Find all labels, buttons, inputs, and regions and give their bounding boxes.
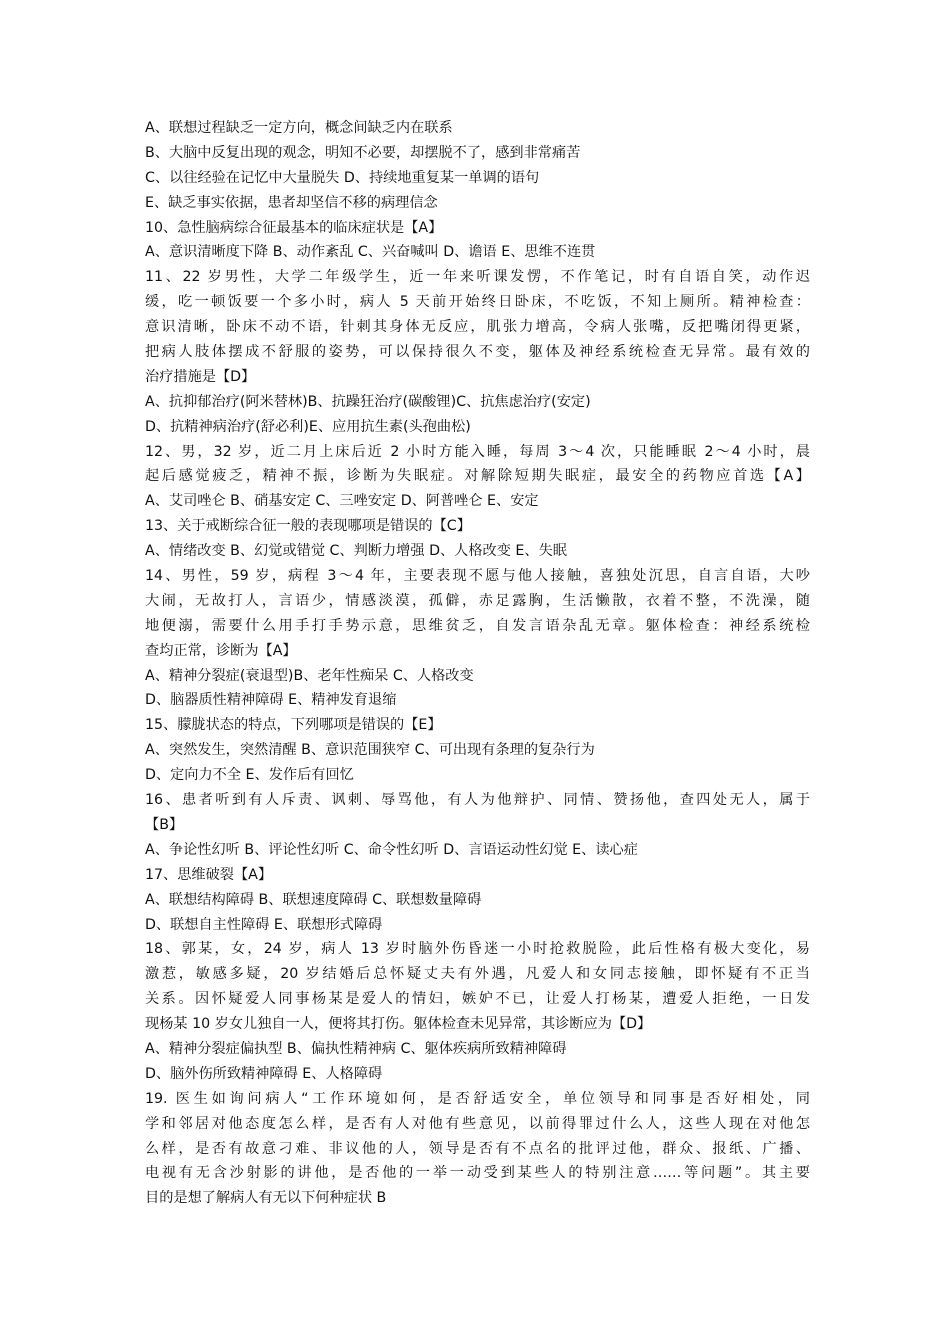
text-line: A、意识清晰度下降 B、动作紊乱 C、兴奋喊叫 D、谵语 E、思维不连贯	[145, 244, 596, 261]
text-line: 起后感觉疲乏，精神不振，诊断为失眠症。对解除短期失眠症，最安全的药物应首选【A】	[145, 468, 810, 485]
text-line: A、联想过程缺乏一定方向，概念间缺乏内在联系	[145, 120, 453, 136]
question-title: 17、思维破裂【A】	[145, 866, 273, 883]
text-line: 激惹，敏感多疑，20 岁结婚后总怀疑丈夫有外遇，凡爱人和女同志接触，即怀疑有不正当	[145, 966, 810, 983]
text-line: 大闹，无故打人，言语少，情感淡漠，孤僻，赤足露胸，生活懒散，衣着不整，不洗澡，随	[145, 592, 810, 609]
text-line: A、抗抑郁治疗(阿米替林)B、抗躁狂治疗(碳酸锂)C、抗焦虑治疗(安定)	[145, 393, 591, 410]
text-line: A、精神分裂症(衰退型)B、老年性痴呆 C、人格改变	[145, 667, 474, 684]
text-line: D、定向力不全 E、发作后有回忆	[145, 767, 354, 784]
question-title: 13、关于戒断综合征一般的表现哪项是错误的【C】	[145, 518, 471, 535]
question-title: 19. 医生如询问病人“工作环境如何，是否舒适安全，单位领导和同事是否好相处，同	[145, 1090, 810, 1107]
document-text	[145, 116, 810, 1211]
text-line: 学和邻居对他态度怎么样，是否有人对他有些意见，以前得罪过什么人，这些人现在对他怎	[145, 1115, 810, 1132]
question-title: 18、郭某，女，24 岁，病人 13 岁时脑外伤昏迷一小时抢救脱险，此后性格有极大变化，易	[145, 941, 810, 958]
text-line: 意识清晰，卧床不动不语，针刺其身体无反应，肌张力增高，令病人张嘴，反把嘴闭得更紧，	[145, 319, 810, 336]
question-title: 15、朦胧状态的特点，下列哪项是错误的【E】	[145, 717, 442, 734]
text-line: 把病人肢体摆成不舒服的姿势，可以保持很久不变，躯体及神经系统检查无异常。最有效的	[145, 344, 810, 361]
text-line: A、突然发生，突然清醒 B、意识范围狭窄 C、可出现有条理的复杂行为	[145, 742, 595, 759]
text-line: 目的是想了解病人有无以下何种症状 B	[145, 1190, 387, 1207]
text-line: 缓，吃一顿饭要一个多小时，病人 5 天前开始终日卧床，不吃饭，不知上厕所。精神检查：	[145, 294, 810, 311]
text-line: D、脑器质性精神障碍 E、精神发育退缩	[145, 692, 397, 709]
text-line: 查均正常，诊断为【A】	[145, 642, 297, 659]
text-line: 【B】	[145, 816, 184, 833]
question-title: 10、急性脑病综合征最基本的临床症状是【A】	[145, 219, 443, 236]
question-title: 11、22 岁男性，大学二年级学生，近一年来听课发愣，不作笔记，时有自语自笑，动作迟	[145, 269, 810, 286]
text-line: B、大脑中反复出现的观念，明知不必要，却摆脱不了，感到非常痛苦	[145, 144, 581, 161]
text-line: D、抗精神病治疗(舒必利)E、应用抗生素(头孢曲松)	[145, 418, 471, 435]
text-line: 电视有无含沙射影的讲他，是否他的一举一动受到某些人的特别注意……等问题”。其主要	[145, 1165, 810, 1182]
text-line: 关系。因怀疑爱人同事杨某是爱人的情妇，嫉妒不已，让爱人打杨某，遭爱人拒绝，一日发	[145, 991, 810, 1008]
question-title: 12、男，32 岁，近二月上床后近 2 小时方能入睡，每周 3～4 次，只能睡眠 2～4 小时，晨	[145, 443, 810, 460]
text-line: A、艾司唑仑 B、硝基安定 C、三唑安定 D、阿普唑仑 E、安定	[145, 493, 539, 510]
text-line: A、争论性幻听 B、评论性幻听 C、命令性幻听 D、言语运动性幻觉 E、读心症	[145, 841, 638, 858]
text-line: D、脑外伤所致精神障碍 E、人格障碍	[145, 1065, 383, 1082]
text-line: E、缺乏事实依据，患者却坚信不移的病理信念	[145, 194, 438, 211]
text-line: D、联想自主性障碍 E、联想形式障碍	[145, 916, 383, 933]
question-title: 16、患者听到有人斥责、讽刺、辱骂他，有人为他辩护、同情、赞扬他，查四处无人，属于	[145, 792, 810, 809]
text-line: 现杨某 10 岁女儿独自一人，便将其打伤。躯体检查未见异常，其诊断应为【D】	[145, 1016, 652, 1033]
text-line: 治疗措施是【D】	[145, 368, 256, 385]
text-line: 地便溺，需要什么用手打手势示意，思维贫乏，自发言语杂乱无章。躯体检查：神经系统检	[145, 617, 810, 634]
text-line: 么样，是否有故意刁难、非议他的人，领导是否有不点名的批评过他，群众、报纸、广播、	[145, 1140, 810, 1157]
text-line: A、情绪改变 B、幻觉或错觉 C、判断力增强 D、人格改变 E、失眠	[145, 543, 567, 560]
text-line: A、精神分裂症偏执型 B、偏执性精神病 C、躯体疾病所致精神障碍	[145, 1040, 567, 1057]
text-line: A、联想结构障碍 B、联想速度障碍 C、联想数量障碍	[145, 891, 482, 908]
question-title: 14、男性，59 岁，病程 3～4 年，主要表现不愿与他人接触，喜独处沉思，自言自语，大吵	[145, 568, 810, 585]
text-line: C、以往经验在记忆中大量脱失 D、持续地重复某一单调的语句	[145, 169, 540, 186]
